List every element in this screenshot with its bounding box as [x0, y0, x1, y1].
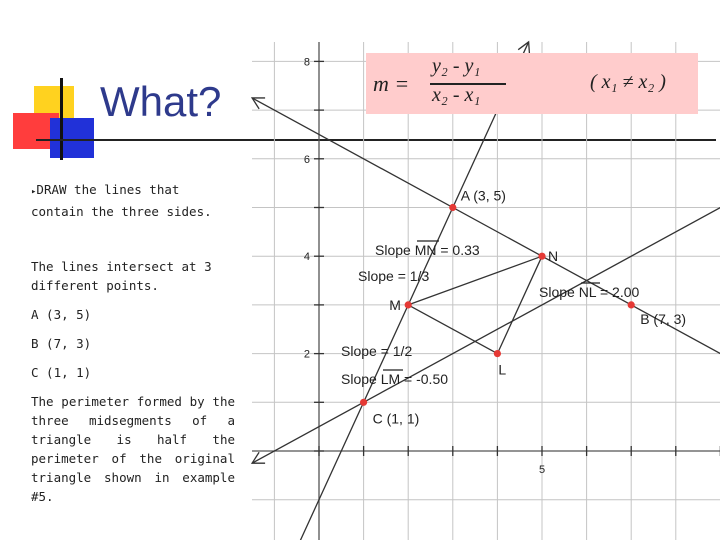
grid-lines [252, 42, 720, 540]
slope-formula-box [366, 53, 698, 114]
slope-mn-label: Slope MN = 0.33 [375, 242, 480, 258]
point-a [449, 204, 456, 211]
y-tick-label: 2 [303, 348, 310, 361]
graph-points [360, 188, 686, 427]
point-a-text: A (3, 5) [31, 307, 92, 322]
formula-condition: ( x₁ ≠ x₂ ) [590, 71, 666, 93]
slope-labels [341, 241, 639, 387]
instruction-label: DRAW the lines that contain the three sides. [31, 182, 212, 219]
line-ca [274, 42, 528, 540]
point-c-text: C (1, 1) [31, 365, 92, 380]
point-label-m: M [389, 296, 401, 313]
point-b [628, 301, 635, 308]
point-b-text: B (7, 3) [31, 336, 92, 351]
formula-numerator: y₂ - y₁ [432, 55, 481, 77]
point-label-l: L [498, 361, 507, 378]
point-l [494, 350, 501, 357]
axes [252, 42, 720, 540]
slope-mn-fraction-label: Slope = 1/3 [358, 268, 430, 284]
bullet-arrow-icon: ▸ [31, 187, 37, 197]
triangle-lines [252, 42, 720, 540]
slope-nl-label: Slope NL = 2.00 [539, 284, 640, 300]
point-label-b: B (7, 3) [640, 310, 687, 327]
slide-title: What? [100, 78, 222, 125]
point-n [538, 253, 545, 260]
slope-lm-label: Slope LM = -0.50 [341, 371, 449, 387]
point-m [405, 301, 412, 308]
formula-denominator: x₂ - x₁ [432, 84, 481, 106]
y-tick-label: 8 [303, 56, 310, 69]
x-tick-label: 5 [538, 464, 546, 476]
tick-labels [304, 56, 545, 476]
formula-lhs: m = [373, 71, 410, 96]
y-tick-label: 4 [303, 251, 310, 264]
intersect-text: The lines intersect at 3 different points. [31, 259, 212, 293]
point-label-a: A (3, 5) [460, 187, 506, 204]
point-label-n: N [548, 248, 559, 265]
y-tick-label: 6 [303, 153, 310, 166]
perimeter-text: The perimeter formed by the three midsegments of a triangle is half the perimeter of the original triangle shown in example #5. [31, 394, 235, 504]
point-label-c: C (1, 1) [372, 410, 420, 427]
slope-lm-fraction-label: Slope = 1/2 [341, 343, 413, 359]
point-c [360, 399, 367, 406]
